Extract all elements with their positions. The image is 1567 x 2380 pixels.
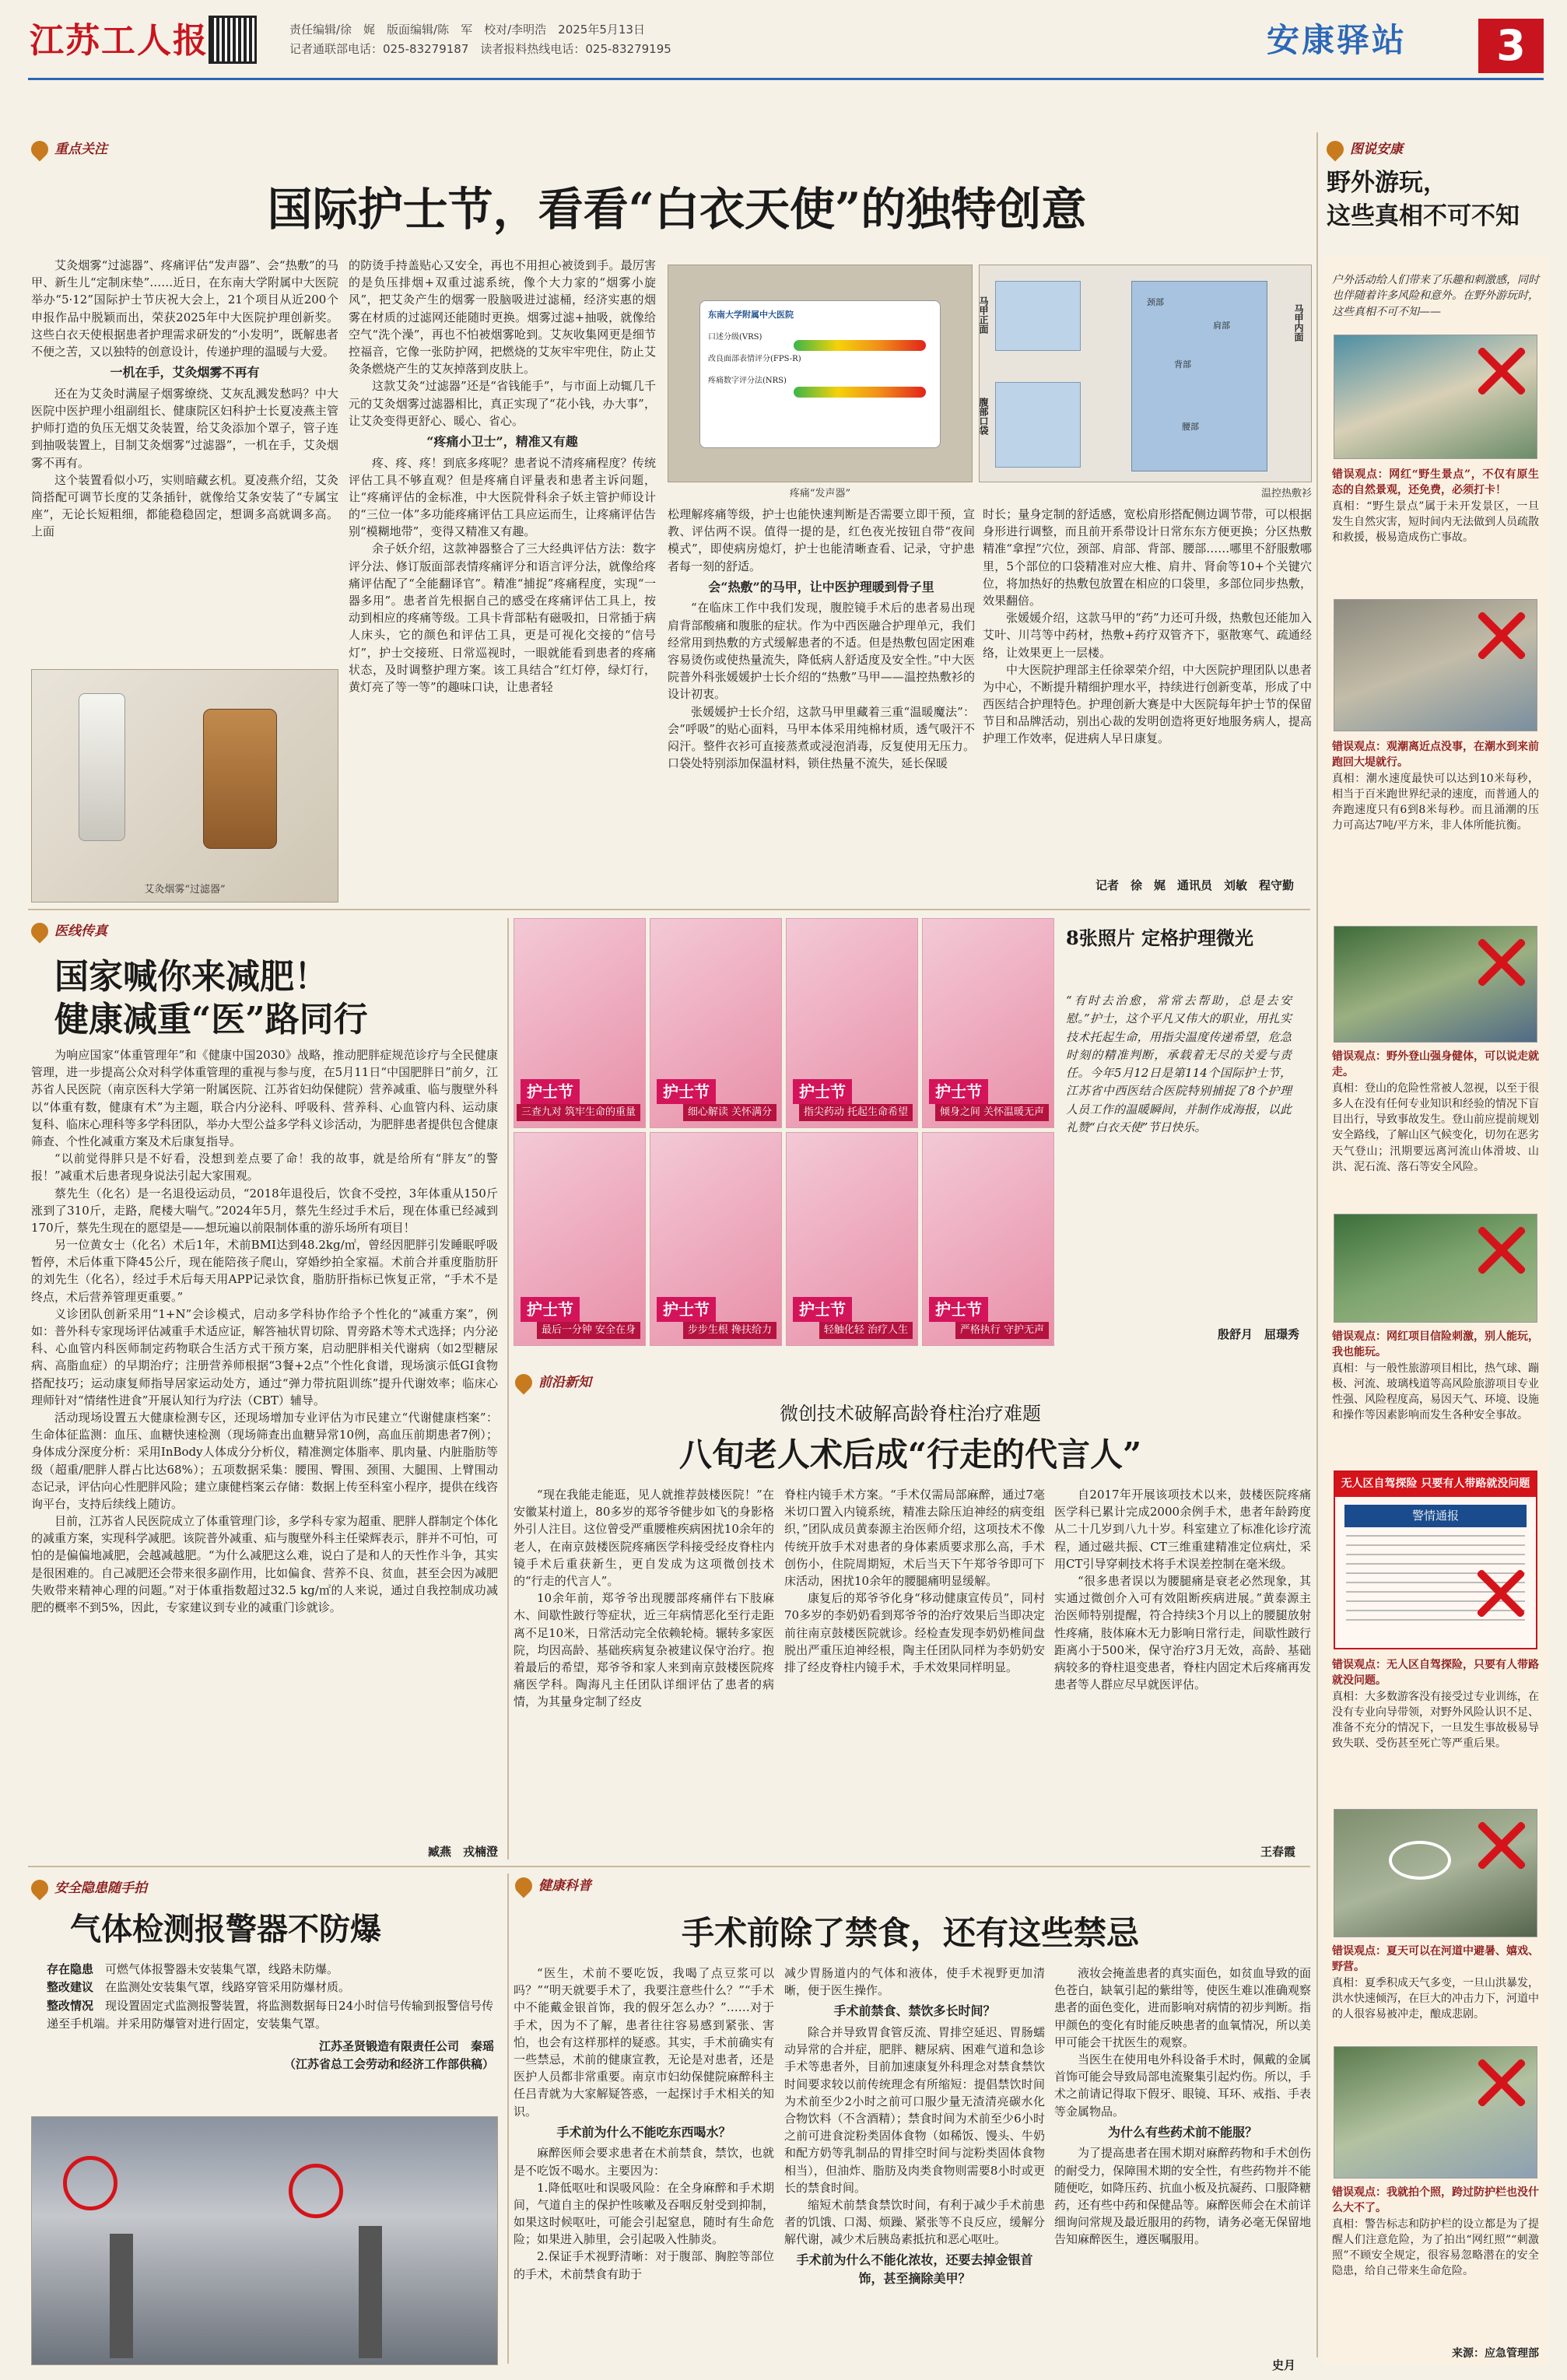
byline: 史月 bbox=[1271, 2358, 1295, 2372]
photo-caption: 严格执行 守护无声 bbox=[955, 1322, 1049, 1339]
vest-inside bbox=[1131, 281, 1267, 471]
subheading: 一机在手，艾灸烟雾不再有 bbox=[110, 365, 260, 380]
page-number: 3 bbox=[1478, 19, 1544, 73]
pain-card-row: 口述分级(VRS) bbox=[708, 332, 762, 342]
misconception-item bbox=[1332, 467, 1539, 545]
paragraph: 艾灸烟雾“过滤器”、疼痛评估“发声器”、会“热敷”的马甲、新生儿“定制床垫”……近日，在东南大学附属中大医院举办“5·12”国际护士节庆祝大会上，21个项目从近200个申报作品中脱颖而出，荣获2025年中大医院护理创新奖。这些白衣天使根据患者护理需求研发的“小发明”，既解患者不便之苦，又以独特的创意设计，传递护理的温暖与大爱。 bbox=[31, 258, 338, 359]
misconception-item bbox=[1332, 2185, 1539, 2280]
subheading: 为什么有些药术前不能服？ bbox=[1107, 2124, 1257, 2140]
vest-label: 颈部 bbox=[1147, 297, 1164, 307]
paragraph: 为了提高患者在围术期对麻醉药物和手术创伤的耐受力，保障围术期的安全性，有些药物并不能随便吃，如降压药、抗血小板及抗凝药、口服降糖药，还有些中药和保健品等。麻醉医师会在术前详细询问常规及最近服用的药物，请务必毫无保留地告知麻醉医生，遵医嘱服用。 bbox=[1054, 2146, 1311, 2247]
hazard-label: 整改建议 bbox=[47, 1980, 94, 1995]
photo-story-title: 8张照片 定格护理微光 bbox=[1066, 927, 1254, 949]
wrong-view: 错误观点：网红“野生景点”，不仅有原生态的自然景观，还免费，必须打卡！ bbox=[1332, 468, 1539, 497]
paragraph: 当医生在使用电外科设备手术时，佩戴的金属首饰可能会导致局部电流聚集引起灼伤。所以，手术之前请记得取下假牙、眼镜、耳环、戒指、手表等金属物品。 bbox=[1054, 2052, 1311, 2119]
column-divider bbox=[507, 1874, 509, 2364]
source: 来源：应急管理部 bbox=[1452, 2347, 1539, 2360]
pain-card-row: 疼痛数字评分法(NRS) bbox=[708, 376, 787, 385]
device-part bbox=[203, 709, 277, 849]
paragraph: 缩短术前禁食禁饮时间，有利于减少手术前患者的饥饿、口渴、烦躁、紧张等不良反应，缓解分解代谢，减少术后胰岛素抵抗和恶心呕吐。 bbox=[784, 2197, 1045, 2247]
paragraph: “很多患者误以为腰腿痛是衰老必然现象，其实通过微创介入可有效阻断疾病进展。”黄泰源主治医师特别提醒，符合持续3个月以上的腰腿放射性疼痛，肢体麻木无力影响日常行走，间歇性跛行距离小于500米，保守治疗3月无效，高龄、基础病较多的脊柱退变患者，脊柱内固定术后疼痛再发患者等人群应尽早就医评估。 bbox=[1054, 1573, 1311, 1692]
paragraph: “以前觉得胖只是不好看，没想到差点要了命！我的故事，就是给所有“胖友”的警报！”减重术后患者现身说法引起大家围观。 bbox=[31, 1151, 498, 1183]
truth-text: 真相：登山的危险性常被人忽视，以至于很多人在没有任何专业知识和经验的情况下盲目出行，导致事故发生。登山前应提前规划安全路线，了解山区气候变化，切勿在恶劣天气登山；汛期要远离河流山体滑坡、山洪、泥石流、落石等安全风险。 bbox=[1332, 1081, 1539, 1174]
vest-pocket bbox=[995, 382, 1081, 468]
highlight-circle-icon bbox=[1389, 1841, 1451, 1880]
pushpin-icon bbox=[27, 1877, 51, 1901]
section-tag bbox=[515, 1877, 591, 1895]
newspaper-logo: 江苏工人报 bbox=[30, 21, 209, 61]
vest-label: 腰部 bbox=[1182, 422, 1199, 432]
truth-text: 真相：与一般性旅游项目相比，热气球、蹦极、河流、玻璃栈道等高风险旅游项目专业性强、风险程度高，易因天气、环境、设施和操作等因素影响而发生各种安全事故。 bbox=[1332, 1362, 1539, 1422]
article-column bbox=[514, 1965, 774, 2369]
photo-caption: 三查九对 筑牢生命的重量 bbox=[517, 1104, 640, 1121]
photo-badge: 护士节 bbox=[793, 1079, 852, 1104]
photo-gas-detector bbox=[31, 2116, 498, 2365]
section-tag bbox=[31, 1879, 147, 1898]
cross-mark-icon bbox=[1473, 1817, 1529, 1874]
headline: 这些真相不可不知 bbox=[1327, 202, 1520, 230]
pushpin-icon bbox=[1323, 138, 1347, 162]
highlight-circle-icon bbox=[289, 2164, 343, 2218]
notice-subtitle: 警情通报 bbox=[1344, 1505, 1527, 1527]
subheading: 手术前为什么不能吃东西喝水？ bbox=[556, 2124, 731, 2140]
notice-title: 无人区自驾探险 只要有人带路就没问题 bbox=[1335, 1472, 1536, 1497]
photo-river bbox=[1334, 1809, 1537, 1937]
photo-caption: 倾身之间 关怀温暖无声 bbox=[935, 1104, 1049, 1121]
photo-wild-spot bbox=[1334, 335, 1537, 459]
misconception-item bbox=[1332, 1049, 1539, 1175]
nurse-photo bbox=[786, 1132, 918, 1346]
byline: 臧燕 戎楠澄 bbox=[427, 1845, 498, 1859]
source: 江苏圣贤锻造有限责任公司 秦瑶 bbox=[318, 2039, 494, 2053]
photo-badge: 护士节 bbox=[521, 1079, 580, 1104]
paragraph: 1.降低呕吐和误吸风险：在全身麻醉和手术期间，气道自主的保护性咳嗽及吞咽反射受到抑制，如果这时候呕吐，可能会引起窒息，随时有生命危险；如果进入肺里，会引起吸入性肺炎。 bbox=[514, 2180, 774, 2247]
misconception-item bbox=[1332, 1657, 1539, 1752]
photo-heating-vest bbox=[979, 265, 1312, 482]
paragraph: 这款艾灸“过滤器”还是“省钱能手”，与市面上动辄几千元的艾灸烟雾过滤器相比，真正实现了“花小钱，办大事”，让艾灸变得更舒心、暖心、省心。 bbox=[349, 379, 656, 428]
article-column bbox=[983, 506, 1312, 871]
editor-line: 责任编辑/徐 娓 版面编辑/陈 军 校对/李明浩 2025年5月13日 bbox=[289, 23, 645, 37]
wrong-view: 错误观点：网红项目信险刺激，别人能玩，我也能玩。 bbox=[1332, 1330, 1539, 1359]
police-notice bbox=[1334, 1470, 1537, 1649]
photo-moxibustion-filter bbox=[31, 669, 338, 903]
paragraph: 除合并导致胃食管反流、胃排空延迟、胃肠蠕动异常的合并症，肥胖、糖尿病、困难气道和急诊手术等患者外，目前加速康复外科理念对禁食禁饮时间要求较以前传统理念有所缩短：提倡禁饮时间为术前至少2小时之前可口服少量无渣清亮碳水化合物饮料（不含酒精）；禁食时间为术前至少6小时之前可进食淀粉类固体食物（如稀饭、馒头、牛奶和配方奶等乳制品的胃排空时间与淀粉类固体食物相当），但油炸、脂肪及肉类食物则需要8小时或更长的禁食时间。 bbox=[784, 2025, 1045, 2195]
paragraph: 活动现场设置五大健康检测专区，还现场增加专业评估为市民建立“代谢健康档案”：生命体征监测：血压、血糖快速检测（现场筛查出血糖异常10例，高血压前期患者7例）；身体成分深度分析：采用InBody人体成分分析仪，精准测定体脂率、肌肉量、内脏脂肪等级（超重/肥胖人群占比达68%）；五项数据采集：腰围、臀围、颈围、大腿围、上臂围动态记录，评估向心性肥胖风险；建立康健档案云存储：数据上传至科室小程序，提供在线咨询平台，支持后续线上随访。 bbox=[31, 1410, 498, 1511]
misconception-item bbox=[1332, 1944, 1539, 2022]
paragraph: 张媛媛护士长介绍，这款马甲里藏着三重“温暖魔法”：会“呼吸”的贴心面料，马甲本体采用纯棉材质，透气吸汗不闷汗。整件衣衫可直接蒸煮或浸泡消毒，反复使用无压力。口袋处特别添加保温材料，锁住热量不流失，延长保暖 bbox=[668, 704, 975, 771]
pushpin-icon bbox=[511, 1874, 535, 1898]
paragraph: 脊柱内镜手术方案。“手术仅需局部麻醉，通过7毫米切口置入内镜系统，精准去除压迫神经的病变组织，”团队成员黄泰源主治医师介绍，这项技术不像传统开放手术对患者的身体素质要求那么高，手术创伤小，住院周期短，术后当天下午郑爷爷即可下床活动，困扰10余年的腰腿痛明显缓解。 bbox=[784, 1488, 1045, 1588]
nurse-photo bbox=[922, 1132, 1054, 1346]
paragraph: 还在为艾灸时满屋子烟雾缭绕、艾灰乱溅发愁吗？中大医院中医护理小组副组长、健康院区妇科护士长夏凌燕主管护师打造的负压无烟艾灸装置，给艾灸添加个罩子，管子连到抽吸装置上，目制艾灸烟雾“过滤器”，一机在手，艾灸烟雾不再有。 bbox=[31, 386, 338, 470]
photo-caption: 步步生根 搀扶给力 bbox=[683, 1322, 776, 1339]
hazard-value: 在监测处安装集气罩，线路穿管采用防爆材质。 bbox=[105, 1980, 351, 1995]
paragraph: 减少胃肠道内的气体和液体，使手术视野更加清晰，便于医生操作。 bbox=[784, 1966, 1045, 1998]
truth-text: 真相：夏季积成天气多变，一旦山洪暴发，洪水快速倾泻，在巨大的冲击力下，河道中的人很容易被冲走，酿成悲剧。 bbox=[1332, 1976, 1539, 2021]
vest-label: 马甲内面 bbox=[1293, 304, 1304, 342]
cross-mark-icon bbox=[1473, 343, 1529, 399]
pain-card bbox=[699, 300, 941, 448]
photo-badge: 护士节 bbox=[657, 1079, 716, 1104]
paragraph: 蔡先生（化名）是一名退役运动员，“2018年退役后，饮食不受控，3年体重从150斤涨到了310斤，走路，爬楼大喘气。”2024年5月，蔡先生经过手术后，现在体重已经减到170斤，蔡先生现在的愿望是——想玩遍以前限制体重的游乐场所有项目！ bbox=[31, 1186, 498, 1235]
headline: 气体检测报警器不防爆 bbox=[70, 1911, 381, 1947]
misconception-item bbox=[1332, 1329, 1539, 1424]
nurse-photo bbox=[922, 918, 1054, 1128]
paragraph: “医生，术前不要吃饭，我喝了点豆浆可以吗？”“明天就要手术了，我要注意些什么？”“手术中不能戴金银首饰，我的假牙怎么办？”……对于手术，因为不了解，患者往往容易感到紧张、害怕，也会有这样那样的疑惑。其实，手术前确实有一些禁忌，术前的健康宣教，无论是对患者，还是医护人员都非常重要。南京市妇幼保健院麻醉科主任吕青就为大家解疑答惑，一起探讨手术相关的知识。 bbox=[514, 1966, 774, 2119]
device-part bbox=[79, 693, 125, 841]
photo-tide bbox=[1334, 599, 1537, 731]
photo-badge: 护士节 bbox=[657, 1297, 716, 1322]
article-column bbox=[514, 1486, 774, 1859]
photo-pain-card bbox=[668, 265, 973, 482]
hazard-value: 现设置固定式监测报警装置，将监测数据每日24小时信号传输到报警信号传递至手机端。并采用防爆管对进行固定，安装集气罩。 bbox=[47, 1998, 494, 2031]
pain-scale-bar bbox=[794, 340, 926, 351]
photo-caption: 最后一分钟 安全在身 bbox=[537, 1322, 640, 1339]
cross-mark-icon bbox=[1473, 2055, 1529, 2111]
cross-mark-icon bbox=[1472, 1565, 1528, 1621]
highlight-circle-icon bbox=[63, 2156, 117, 2210]
article-column bbox=[784, 1486, 1045, 1859]
paragraph: 麻醉医师会要求患者在术前禁食，禁饮，也就是不吃饭不喝水。主要因为： bbox=[514, 2146, 774, 2178]
article-column bbox=[349, 257, 656, 903]
column-divider bbox=[507, 918, 509, 1859]
pushpin-icon bbox=[511, 1371, 535, 1395]
photo-badge: 护士节 bbox=[793, 1297, 852, 1322]
paragraph: 自2017年开展该项技术以来，鼓楼医院疼痛医学科已累计完成2000余例手术，患者年龄跨度从二十几岁到八九十岁。科室建立了标准化诊疗流程，通过磁共振、CT三维重建精准定位病灶，采用CT引导穿刺技术将手术误差控制在毫米级。 bbox=[1054, 1488, 1311, 1571]
pushpin-icon bbox=[27, 138, 51, 162]
wrong-view: 错误观点：观潮离近点没事，在潮水到来前跑回大堤就行。 bbox=[1332, 741, 1539, 769]
section-tag bbox=[515, 1373, 591, 1392]
paragraph: 目前，江苏省人民医院成立了体重管理门诊，多学科专家为超重、肥胖人群制定个体化的减重方案，实现科学减肥。该院普外减重、疝与腹壁外科主任梁辉表示，胖并不可怕，可怕的是偏偏地减肥，会越减越肥。“为什么减肥这么难，说白了是和人的天性作斗争，其实是很困难的。自己减肥还会带来很多副作用，比如偏食、营养不良、贫血，甚至会因为减肥失败带来精神心理的问题。”对于体重指数超过32.5 kg/㎡的人来说，通过自我控制成功减肥的概率不到5%，因此，专家建议到专业的减重门诊就诊。 bbox=[31, 1514, 498, 1614]
vest-front bbox=[995, 281, 1081, 351]
pain-card-row: 改良面部表情评分(FPS-R) bbox=[708, 354, 801, 363]
photo-caption: 疼痛“发声器” bbox=[789, 488, 851, 499]
truth-text: 真相：警告标志和防护栏的设立都是为了提醒人们注意危险，为了拍出“网红照”“刺激照”不顾安全规定，很容易忽略潜在的安全隐患，给自己带来生命危险。 bbox=[1332, 2217, 1539, 2278]
tag-label: 图说安康 bbox=[1350, 142, 1403, 157]
photo-caption: 指尖药动 托起生命希望 bbox=[799, 1104, 913, 1121]
headline: 国家喊你来减肥！ bbox=[54, 957, 328, 997]
photo-caption: 温控热敷衫 bbox=[1260, 488, 1312, 499]
photo-badge: 护士节 bbox=[521, 1297, 580, 1322]
photo-railing bbox=[1334, 2046, 1537, 2178]
headline: 健康减重“医”路同行 bbox=[54, 1000, 368, 1039]
byline: 记者 徐 娓 通讯员 刘敏 程守勤 bbox=[1095, 878, 1294, 892]
truth-text: 真相：大多数游客没有接受过专业训练，在没有专业向导带领，对野外风险认识不足、准备不充分的情况下，一旦发生事故极易导致失联、受伤甚至死亡等严重后果。 bbox=[1332, 1690, 1539, 1751]
section-tag bbox=[1327, 140, 1403, 159]
wrong-view: 错误观点：无人区自驾探险，只要有人带路就没问题。 bbox=[1332, 1659, 1539, 1688]
article-column bbox=[1054, 1486, 1311, 1840]
hazard-row bbox=[47, 1979, 494, 1996]
vest-label: 肩部 bbox=[1213, 321, 1230, 331]
subheadline: 微创技术破解高龄脊柱治疗难题 bbox=[780, 1403, 1041, 1425]
right-column-panel bbox=[1323, 257, 1548, 2365]
nurse-photo bbox=[786, 918, 918, 1128]
photo-mountain bbox=[1334, 926, 1537, 1043]
section-title: 安康驿站 bbox=[1267, 21, 1407, 59]
article-column bbox=[1054, 1965, 1311, 2354]
paragraph: 康复后的郑爷爷化身“移动健康宣传员”，同村70多岁的李奶奶看到郑爷爷的治疗效果后当即决定前往南京鼓楼医院就诊。经检查发现李奶奶椎间盘脱出严重压迫神经根，陶主任团队同样为李奶奶安排了经皮脊柱内镜手术，手术效果同样明显。 bbox=[784, 1591, 1045, 1674]
article-column bbox=[668, 506, 975, 875]
photo-thrill-ride bbox=[1334, 1214, 1537, 1323]
paragraph: 张媛媛介绍，这款马甲的“药”力还可升级，热敷包还能加入艾叶、川芎等中药材，热敷+药疗双管齐下，驱散寒气、疏通经络，让效果更上一层楼。 bbox=[983, 611, 1312, 660]
headline: 八旬老人术后成“行走的代言人” bbox=[678, 1435, 1142, 1474]
column-divider bbox=[1316, 132, 1318, 2357]
article-column bbox=[784, 1965, 1045, 2369]
tag-label: 健康科普 bbox=[538, 1878, 591, 1894]
paragraph: 10余年前，郑爷爷出现腰部疼痛伴右下肢麻木、间歇性跛行等症状，近三年病情恶化至行走距离不足10米，日常活动完全依赖轮椅。辗转多家医院，均因高龄、基础疾病复杂被建议保守治疗。抱着最后的希望，郑爷爷和家人来到南京鼓楼医院疼痛医学科。陶海凡主任团队详细评估了患者的病情，为其量身定制了经皮 bbox=[514, 1591, 774, 1709]
paragraph: 时长；量身定制的舒适感，宽松肩形搭配侧边调节带，可以根据身形进行调整，而且前开系带设计日常东东方便更换；分区热敷精准“拿捏”穴位，颈部、肩部、背部、腰部……哪里不舒服敷哪里，5个部位的口袋精准对应大椎、肩井、肾俞等10+个关键穴位，将加热好的热敷包放置在相应的口袋里，多部位同步热敷，效果翻倍。 bbox=[983, 507, 1312, 608]
byline: 殷舒月 屈璟秀 bbox=[1217, 1327, 1299, 1341]
wrong-view: 错误观点：夏天可以在河道中避暑、嬉戏、野营。 bbox=[1332, 1945, 1539, 1974]
pushpin-icon bbox=[27, 920, 51, 944]
hazard-value: 可燃气体报警器未安装集气罩，线路未防爆。 bbox=[105, 1962, 339, 1976]
nurse-photo bbox=[650, 1132, 782, 1346]
headline: 手术前除了禁食，还有这些禁忌 bbox=[681, 1914, 1139, 1952]
subheading: “疼痛小卫士”，精准又有趣 bbox=[426, 433, 578, 449]
photo-caption: 轻触化轻 治疗人生 bbox=[819, 1322, 913, 1339]
wrong-view: 错误观点：我就拍个照，跨过防护栏也没什么大不了。 bbox=[1332, 2186, 1539, 2215]
nurse-photo bbox=[514, 918, 646, 1128]
source: （江苏省总工会劳动和经济工作部供稿） bbox=[283, 2057, 494, 2072]
paragraph: 义诊团队创新采用“1+N”会诊模式，启动多学科协作给予个性化的“减重方案”，例如：普外科专家现场评估减重手术适应证，解答袖状胃切除、胃旁路术等术式选择；内分泌科、心血管内科医师制定药物联合生活方式干预方案，启动肥胖相关代谢病（如2型糖尿病、高脂血症）的早期治疗；注册营养师根据“3餐+2点”个性化食谱，现场演示低GI食物搭配技巧；运动康复师指导居家运动处方，通过“弹力带抗阻训练”提升代谢效率；临床心理师针对“情绪性进食”开展认知行为疗法（CBT）辅导。 bbox=[31, 1306, 498, 1407]
vest-label: 马甲正面 bbox=[978, 296, 990, 334]
headline: 野外游玩， bbox=[1327, 169, 1447, 197]
hazard-row bbox=[47, 1997, 494, 2034]
pipe bbox=[359, 2226, 382, 2358]
paragraph: 液妆会掩盖患者的真实面色，如贫血导致的面色苍白，缺氧引起的紫绀等，使医生难以准确观察患者的面色变化，进而影响对病情的初步判断。指甲颜色的变化有时能反映患者的血氧情况，所以美甲可能会干扰医生的观察。 bbox=[1054, 1966, 1311, 2049]
pain-scale-bar bbox=[794, 387, 926, 398]
subheading: 手术前为什么不能化浓妆，还要去掉金银首饰，甚至摘除美甲？ bbox=[796, 2252, 1033, 2287]
pain-card-title: 东南大学附属中大医院 bbox=[708, 310, 794, 320]
header-rule bbox=[28, 78, 1544, 80]
section-divider bbox=[28, 909, 1310, 910]
paragraph: 中大医院护理部主任徐翠荣介绍，中大医院护理团队以患者为中心，不断提升精细护理水平，持续进行创新变革，形成了中西医结合护理特色。护理创新大赛是中大医院每年护士节的保留节目和品牌活动，别出心裁的发明创造将更好地服务病人，提高护理工作效率，促进病人早日康复。 bbox=[983, 662, 1312, 746]
paragraph: 松理解疼痛等级，护士也能快速判断是否需要立即干预，宣教、评估两不误。值得一提的是，红色夜光按钮自带“夜间模式”，即使病房熄灯，护士也能清晰查看、记录，守护患者每一刻的舒适。 bbox=[668, 507, 975, 573]
paragraph: 为响应国家“体重管理年”和《健康中国2030》战略，推动肥胖症规范诊疗与全民健康管理，进一步提高公众对科学体重管理的重视与参与度，在5月11日“中国肥胖日”前夕，江苏省人民医院（南京医科大学第一附属医院、江苏省妇幼保健院）营养减重、临与腹壁外科以“体重有数，健康有术”为主题，联合内分泌科、呼吸科、营养科、心血管内科、运动康复科、临床心理科等多学科团队，举办大型公益多学科义诊活动，为肥胖患者提供包含健康筛查、个性化减重方案及术后康复指导。 bbox=[31, 1048, 498, 1148]
paragraph: “现在我能走能逛，见人就推荐鼓楼医院！”在安徽某村道上，80多岁的郑爷爷健步如飞的身影格外引人注目。这位曾受严重腰椎疾病困扰10余年的老人，在南京鼓楼医院疼痛医学科接受经皮脊柱内镜手术后重获新生，更自发成为这项微创技术的“行走的代言人”。 bbox=[514, 1488, 774, 1588]
paragraph: 另一位黄女士（化名）术后1年，术前BMI达到48.2kg/㎡，曾经因肥胖引发睡眠呼吸暂停，术后体重下降45公斤，现在能陪孩子爬山，穿婚纱拍全家福。术前合并重度脂肪肝的刘先生（化名），经过手术后每天用APP记录饮食，脂肪肝指标已恢复正常，“手术不是终点，术后营养管理更重要。” bbox=[31, 1238, 498, 1304]
qr-code-icon bbox=[209, 16, 257, 64]
paragraph: 疼、疼、疼！到底多疼呢？患者说不清疼痛程度？传统评估工具不够直观？但是疼痛自评量表和患者主诉问题，让“疼痛评估的金标准，中大医院骨科余子妖主管护师设计的“三位一体”多功能疼痛评估工具应运而生，让疼痛评估告别“模糊地带”，变得又精准又有趣。 bbox=[349, 455, 656, 539]
paragraph: “在临床工作中我们发现，腹腔镜手术后的患者易出现肩背部酸痛和腹胀的症状。作为中西医融合护理单元，我们经常用到热敷的方式缓解患者的不适。但是热敷包固定困难容易烫伤或使热量流失，降低病人舒适度及安全性。”中大医院普外科张媛媛护士长介绍的“热敷”马甲——温控热敷衫的设计初衷。 bbox=[668, 601, 975, 702]
photo-badge: 护士节 bbox=[929, 1079, 988, 1104]
pipe bbox=[110, 2234, 133, 2358]
cross-mark-icon bbox=[1473, 1222, 1529, 1278]
photo-story-text: “有时去治愈，常常去帮助，总是去安慰。”护士，这个平凡又伟大的职业，用扎实技术托起生命，用指尖温度传递希望，危急时刻的精准判断，承载着无尽的关爱与责任。今年5月12日是第114个国际护士节，江苏省中西医结合医院特别捕捉了8个护理人员工作的温暖瞬间，并制作成海报，以此礼赞“白衣天使”节日快乐。 bbox=[1066, 994, 1292, 1134]
header-meta bbox=[289, 20, 671, 59]
subheading: 会“热敷”的马甲，让中医护理暖到骨子里 bbox=[708, 579, 934, 594]
hazard-label: 整改情况 bbox=[47, 1998, 94, 2013]
cross-mark-icon bbox=[1473, 608, 1529, 664]
section-tag bbox=[31, 922, 107, 941]
truth-text: 真相：“野生景点”属于未开发景区，一旦发生自然灾害，短时间内无法做到人员疏散和救援，极易造成伤亡事故。 bbox=[1332, 499, 1539, 545]
nurse-photo bbox=[650, 918, 782, 1128]
byline: 王春霞 bbox=[1260, 1845, 1295, 1859]
contact-line: 记者通联部电话：025-83279187 读者报料热线电话：025-83279195 bbox=[289, 41, 671, 56]
section-tag bbox=[31, 140, 107, 159]
paragraph: 余子妖介绍，这款神器整合了三大经典评估方法：数字评分法、修订版面部表情疼痛评分和语言评分法，就像给疼痛评估配了“全能翻译官”。精准“捕捉”疼痛程度，实现“一器多用”。患者首先根据自己的感受在疼痛评估工具上，按动到相应的疼痛等级。工具卡背部粘有磁吸扣，日常插于病人床头，它的颜色和评估工具，更是可视化交接的“信号灯”，护士交接班、日常巡视时，一眼就能看到患者的疼痛状态，及时调整护理方案。该工具结合“红灯停，绿灯行，黄灯亮了等一等”的趣味口诀，让患者轻 bbox=[349, 542, 656, 694]
tag-label: 安全隐患随手拍 bbox=[54, 1881, 147, 1896]
vest-label: 腹部口袋 bbox=[978, 398, 990, 435]
misconception-item bbox=[1332, 739, 1539, 834]
intro-text: 户外活动给人们带来了乐趣和刺激感，同时也伴随着许多风险和意外。在野外游玩时，这些真相不可不知—— bbox=[1332, 274, 1539, 318]
photo-badge: 护士节 bbox=[929, 1297, 988, 1322]
subheading: 手术前禁食、禁饮多长时间？ bbox=[833, 2003, 996, 2019]
truth-text: 真相：潮水速度最快可以达到10米每秒，相当于百米跑世界纪录的速度，而普通人的奔跑速度只有6到8米每秒。而且涌潮的压力可高达7吨/平方米，非人体所能抗衡。 bbox=[1332, 772, 1539, 832]
paragraph: 的防烫手持盖贴心又安全，再也不用担心被烫到手。最厉害的是负压排烟+双重过滤系统，像个大力家的“烟雾小旋风”，把艾灸产生的烟雾一股脑吸进过滤桶，经济实惠的烟雾在材质的过滤网还能随时更换。烟雾过滤+抽吸，就像给空气“洗个澡”，再也不怕被烟雾呛到。艾灰收集网更是细节控福音，它像一张防护网，把燃烧的艾灰牢牢兜住，防止艾灸条燃烧产生的艾灰掉落到皮肤上。 bbox=[349, 258, 656, 377]
headline: 国际护士节，看看“白衣天使”的独特创意 bbox=[267, 183, 1087, 236]
paragraph: 这个装置看似小巧，实则暗藏玄机。夏凌燕介绍，艾灸筒搭配可调节长度的艾条插针，就像给艾条安装了“专属宝座”，无论长短粗细，都能稳稳固定，想调多高就调多高。上面 bbox=[31, 472, 338, 539]
tag-label: 医线传真 bbox=[54, 924, 107, 939]
nurse-photo bbox=[514, 1132, 646, 1346]
tag-label: 前沿新知 bbox=[538, 1375, 591, 1390]
wrong-view: 错误观点：野外登山强身健体，可以说走就走。 bbox=[1332, 1050, 1539, 1079]
paragraph: 2.保证手术视野清晰：对于腹部、胸腔等部位的手术，术前禁食有助于 bbox=[514, 2249, 774, 2281]
hazard-row bbox=[47, 1961, 494, 1979]
vest-label: 背部 bbox=[1174, 359, 1191, 370]
cross-mark-icon bbox=[1473, 934, 1529, 990]
photo-caption: 艾灸烟雾“过滤器” bbox=[144, 883, 226, 896]
hazard-label: 存在隐患 bbox=[47, 1962, 94, 1976]
photo-caption: 细心解读 关怀满分 bbox=[683, 1104, 776, 1121]
article-column bbox=[31, 257, 338, 661]
section-divider bbox=[28, 1866, 1310, 1867]
article-column bbox=[31, 1046, 498, 1848]
tag-label: 重点关注 bbox=[54, 142, 107, 157]
hazard-details bbox=[47, 1961, 494, 2074]
